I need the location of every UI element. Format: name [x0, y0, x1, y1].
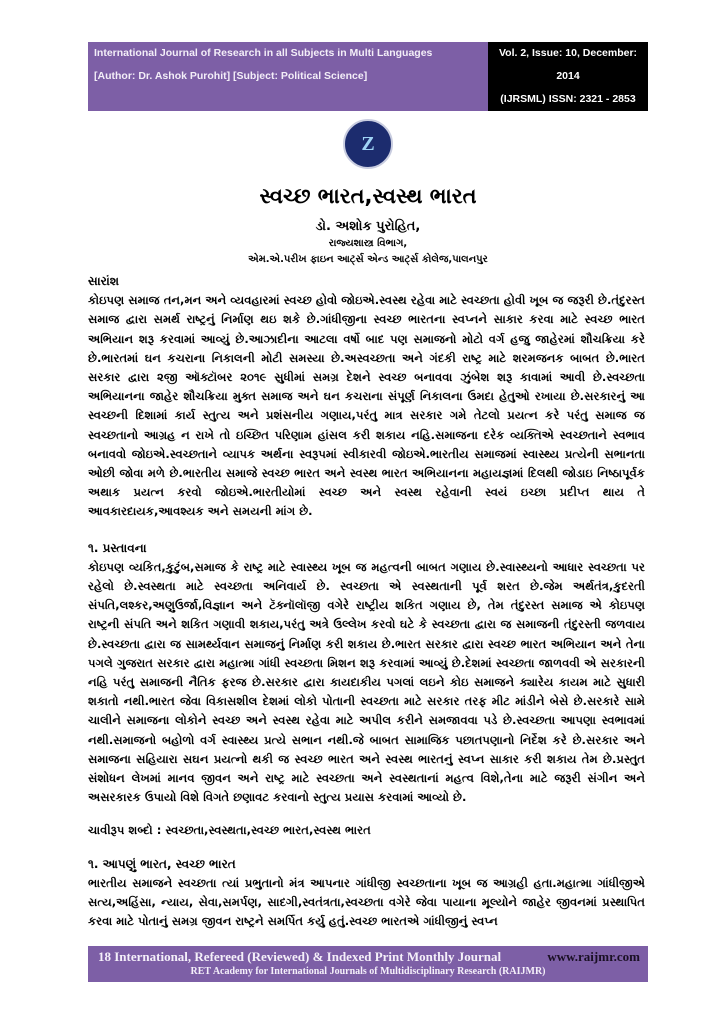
website-link[interactable]: www.raijmr.com: [547, 948, 640, 964]
journal-header: [88, 42, 648, 111]
college: એમ.એ.પરીખ ફાઇન આર્ટ્સ એન્ડ આર્ટ્સ કોલેજ,પાલનપુર: [248, 254, 488, 265]
intro-text: કોઇપણ વ્યકિત,કુટુંબ,સમાજ કે રાષ્ટ્ર માટે સ્વાસ્થ્ય ખૂબ જ મહત્વની બાબત ગણાય છે.સ્વાસ્થ્યનો આધાર સ્વચ્છતા પર રહેલો છે.સ્વસ્થતા માટે સ્વચ્છતા અનિવાર્ય છે. સ્વચ્છતા એ સ્વસ્થતાની પૂર્વ શરત છે.જેમ અર્થતંત્ર,કુદરતી સંપતિ,લશ્કર,અણુઉર્જા,વિજ્ઞાન અને ટૅક્નૉલૉજી વગેરે રાષ્ટ્રીય શકિત ગણાય છે, તેમ તંદુરસ્ત સમાજ એ કોઇપણ રાષ્ટ્રની સંપતિ અને શકિત ગણાવી શકાય,પરંતુ અત્રે ઉલ્લેખ કરવો ઘટે કે સ્વચ્છતા દ્વારા જ સમાજની તંદુરસ્તી જળવાય છે.સ્વચ્છતા દ્વારા જ સામર્થ્યવાન સમાજનું નિર્માણ કરી શકાય છે.ભારત સરકાર દ્વારા સ્વચ્છ ભારત અભિયાન અને તેના પગલે ગુજરાત સરકાર દ્વારા મહાત્મા ગાંધી સ્વચ્છતા મિશન શરૂ કરવામાં આવ્યું છે.દેશમાં સ્વચ્છતા જાળવવી એ સરકારની નહિ પરંતુ સમાજની નૈતિક ફરજ છે.સરકાર દ્વારા કાયદાકીય પગલાં લઇને કોઇ સમાજને ક્યારેય કાયમ માટે સુધારી શકાતો નથી.ભારત જેવા વિકાસશીલ દેશમાં લોકો પોતાની સ્વચ્છતા માટે સરકાર તરફ મીટ માંડીને બેસે છે.સરકારે સામે ચાલીને સમાજના લોકોને સ્વચ્છ અને સ્વસ્થ રહેવા માટે અપીલ કરીને સમજાવવા પડે છે.સ્વચ્છતા આપણા સ્વભાવમાં નથી.સમાજનો બહોળો વર્ગ સ્વાસ્થ્ય પ્રત્યે સભાન નથી.જે બાબત સામાજિક પછાતપણાનો નિર્દેશ કરે છે.સરકાર અને સમાજના સહિયારા સઘન પ્રયત્નો થકી જ સ્વચ્છ ભારત અને સ્વસ્થ ભારતનું સ્વપ્ન સાકાર કરી શકાય તેમ છે.પ્રસ્તુત સંશોધન લેખમાં માનવ જીવન અને રાષ્ટ્ર માટે સ્વચ્છતા અને સ્વસ્થતાનાં મહત્વ વિશે,તેના માટે જરૂરી સંગીન અને અસરકારક ઉપાયો વિશે વિગતે છણાવટ કરવાનો સ્તુત્ય પ્રયાસ કરવામાં આવ્યો છે.: [88, 559, 645, 805]
section1-heading: ૧. આપણું ભારત, સ્વચ્છ ભારત: [88, 856, 236, 871]
journal-footer: [88, 946, 648, 982]
issn: (IJRSML) ISSN: 2321 - 2853: [500, 93, 636, 105]
section1-text: ભારતીય સમાજને સ્વચ્છતા ત્યાં પ્રભુતાનો મંત્ર આપનાર ગાંધીજી સ્વચ્છતાના ખૂબ જ આગ્રહી હતા.મહાત્મા ગાંધીજીએ સત્ય,અહિંસા, ન્યાય, સેવા,સમર્પણ, સાદગી,સ્વતંત્રતા,સ્વચ્છતા વગેરે જેવા પાયાના મૂલ્યોને જાહેર જીવનમાં પ્રસ્થાપિત કરવા માટે પોતાનું સમગ્ર જીવન રાષ્ટ્રને સમર્પિત કર્યુ હતું.સ્વચ્છ ભારતએ ગાંધીજીનું સ્વપ્ન: [88, 875, 645, 929]
journal-name: International Journal of Research in all Subjects in Multi Languages: [94, 47, 433, 59]
abstract-text: કોઇપણ સમાજ તન,મન અને વ્યવહારમાં સ્વચ્છ હોવો જોઇએ.સ્વસ્થ રહેવા માટે સ્વચ્છતા હોવી ખૂબ જ જરૂરી છે.તંદુરસ્ત સમાજ દ્વારા સમર્થ રાષ્ટ્રનું નિર્માણ થઇ શકે છે.ગાંધીજીના સ્વચ્છ ભારતના સ્વપ્નને સાકાર કરવા માટે સ્વચ્છ ભારત અભિયાન શરૂ કરવામાં આવ્યું છે.આઝાદીના આટલા વર્ષો બાદ પણ સમાજનો મોટો વર્ગ હજુ જાહેરમાં શૌચક્રિયા કરે છે.ભારતમાં ઘન કચરાના નિકાલની મોટી સમસ્યા છે.અસ્વચ્છતા અને ગંદકી રાષ્ટ્ર માટે શરમજનક બાબત છે.ભારત સરકાર દ્વારા ૨જી ઑક્ટૉબર ૨૦૧૯ સુધીમાં સમગ્ર દેશને સ્વચ્છ બનાવવા ઝુંબેશ શરૂ કાવામાં આવી છે.સ્વચ્છતા અભિયાનના જાહેર શૌચક્રિયા મુક્ત સમાજ અને ઘન કચરાના સંપૂર્ણ નિકાલના ઉમદા હેતુઓ રખાયા છે.સરકારનું આ સ્વચ્છની દિશામાં કાર્ય સ્તુત્ય અને પ્રશંસનીય ગણાય,પરંતુ માત્ર સરકાર ગમે તેટલો પ્રયત્ન કરે પરંતુ સમાજ જ સ્વચ્છતાનો આગ્રહ ન રાખે તો ઇચ્છિત પરિણામ હાંસલ કરી શકાય નહિ.સમાજના દરેક વ્યક્તિએ સ્વચ્છતાને સ્વભાવ બનાવવો જોઇએ.સ્વચ્છતાને વ્યાપક અર્થના સ્વરૂપમાં સ્વીકારવી જોઇએ.ભારતીય સમાજમાં સ્વાસ્થ્ય પ્રત્યેની સભાનતા ઓછી જોવા મળે છે.ભારતીય સમાજે સ્વચ્છ ભારત અને સ્વસ્થ ભારત અભિયાનના મહાયજ્ઞમાં દિલથી જોડાઇ નિષ્ઠાપૂર્વક અથાક પ્રયત્ન કરવો જોઇએ.ભારતીયોમાં સ્વચ્છ અને સ્વસ્થ રહેવાની સ્વયં ઇચ્છા પ્રદીપ્ત થાય તે આવકારદાયક,આવશ્યક અને સમયની માંગ છે.: [88, 293, 645, 519]
article-title: સ્વચ્છ ભારત,સ્વસ્થ ભારત: [259, 184, 477, 208]
article-body: [88, 272, 645, 932]
author-subject: [Author: Dr. Ashok Purohit] [Subject: Political Science]: [94, 70, 368, 82]
page-number: 18: [98, 948, 111, 964]
abstract-heading: સારાંશ: [88, 274, 120, 288]
intro-heading: ૧. પ્રસ્તાવના: [88, 540, 147, 555]
keywords: ચાવીરૂપ શબ્દો : સ્વચ્છતા,સ્વસ્થતા,સ્વચ્છ ભારત,સ્વસ્થ ભારત: [88, 823, 371, 838]
logo-icon: Z: [361, 132, 375, 155]
footer-academy: RET Academy for International Journals of Multidisciplinary Research (RAIJMR): [190, 965, 546, 977]
issue-info: [488, 42, 648, 111]
footer-journal: International, Refereed (Reviewed) & Indexed Print Monthly Journal: [114, 948, 502, 964]
volume-issue: Vol. 2, Issue: 10, December: 2014: [498, 47, 638, 82]
author-name: ડો. અશોક પુરોહિત,: [315, 219, 421, 234]
document-page: [88, 0, 648, 1002]
journal-logo: [343, 119, 393, 169]
department: રાજ્યશાસ્ત્ર વિભાગ,: [328, 238, 408, 249]
